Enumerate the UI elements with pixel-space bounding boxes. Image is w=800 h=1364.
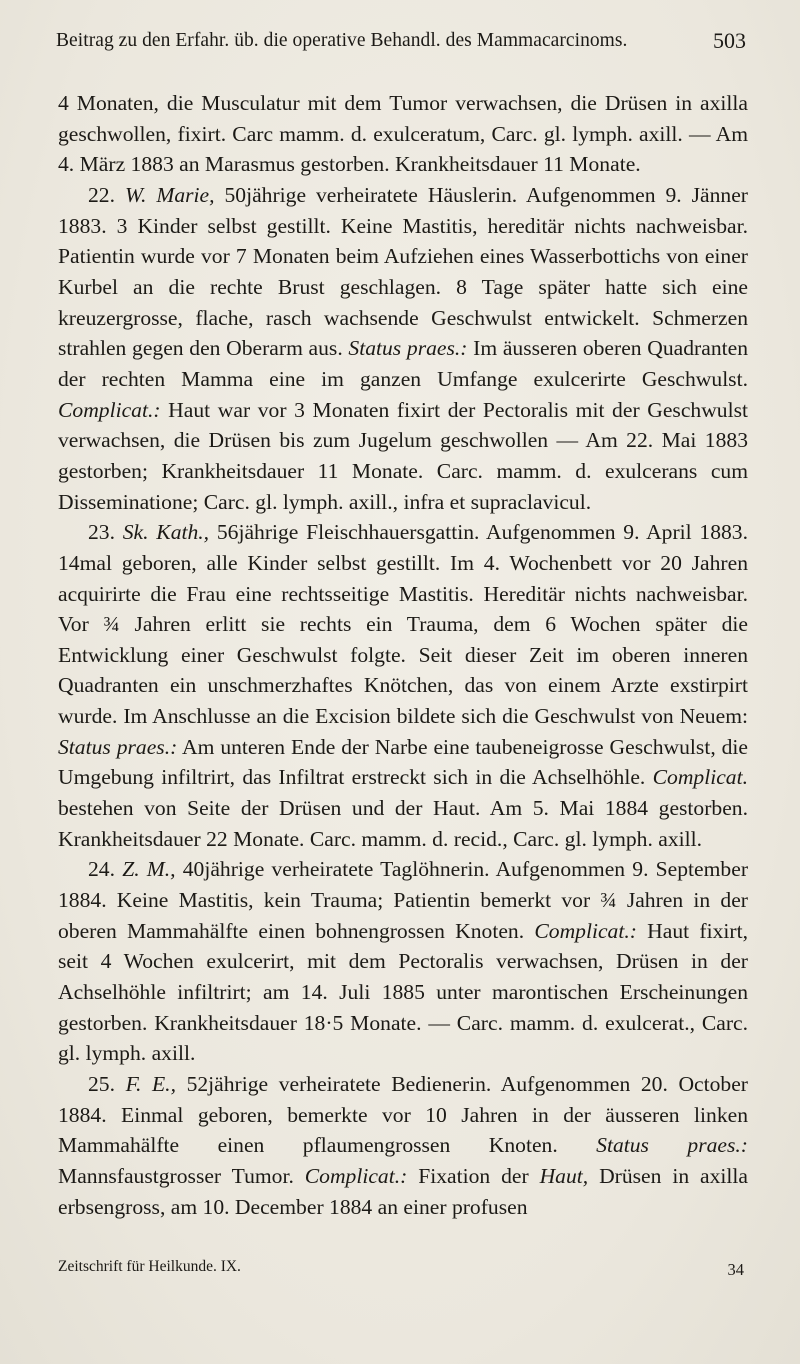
continued-paragraph (58, 88, 748, 180)
text-run: 52jährige verheiratete Bedienerin. Aufgenommen 20. October 1884. Einmal geboren, bemerkte vor 10 Jahren in der äusseren linken Mammahälfte einen pflaumengrossen Knoten. (58, 1072, 748, 1158)
text-run: 24. (88, 857, 123, 882)
italic-text: Status praes.: (58, 734, 178, 759)
italic-text: F. E., (125, 1072, 176, 1096)
text-run: 22. (88, 182, 125, 207)
italic-text: Complicat.: (58, 397, 161, 422)
text-run: 56jährige Fleischhauersgattin. Aufgenommen 9. April 1883. 14mal geboren, alle Kinder selbst gestillt. Im 4. Wochenbett vor 20 Jahren acquirirte die Frau eine rechtsseitige Mastitis. Hereditär nichts nachweisbar. Vor ¾ Jahren erlitt sie rechts ein Trauma, dem 6 Wochen später die Entwicklung einer Geschwulst folgte. Seit dieser Zeit im oberen inneren Quadranten ein unschmerzhaftes Knötchen, das von einem Arzte exstirpirt wurde. Im Anschlusse an die Excision bildete sich die Geschwulst von Neuem: (58, 520, 748, 729)
italic-text: Complicat.: (534, 918, 637, 943)
italic-text: Sk. Kath., (122, 520, 210, 545)
case-paragraph (58, 180, 748, 517)
page-header (56, 26, 746, 56)
text-run: Im äusseren oberen Quadranten der rechten Mamma eine im ganzen Umfange exulcerirte Geschwulst. (58, 336, 748, 391)
page-number: 503 (713, 28, 746, 53)
text-run: Mannsfaustgrosser Tumor. (58, 1163, 305, 1188)
signature-mark: 34 (727, 1260, 744, 1279)
text-run: 50jährige verheiratete Häuslerin. Aufgenommen 9. Jänner 1883. 3 Kinder selbst gestillt. Keine Mastitis, hereditär nichts nachweisbar. Patientin wurde vor 7 Monaten beim Aufziehen eines Wasserbottichs von einer Kurbel an die rechte Brust geschlagen. 8 Tage später hatte sich eine kreuzergrosse, flache, rasch wachsende Geschwulst entwickelt. Schmerzen strahlen gegen den Oberarm aus. (58, 182, 748, 361)
italic-text: Status praes.: (596, 1133, 748, 1158)
text-run: Haut fixirt, seit 4 Wochen exulcerirt, mit dem Pectoralis verwachsen, Drüsen in der Achselhöhle infiltrirt; am 14. Juli 1885 unter marontischen Erscheinungen gestorben. Krankheitsdauer 18·5 Monate. — Carc. mamm. d. exulcerat., Carc. gl. lymph. axill. (58, 918, 748, 1066)
text-run: Fixation der (407, 1163, 540, 1188)
italic-text: Complicat. (652, 765, 748, 790)
text-run: 25. (88, 1072, 126, 1096)
journal-name: Zeitschrift für Heilkunde. IX. (58, 1258, 241, 1275)
case-paragraph (58, 1069, 748, 1222)
text-run: Am unteren Ende der Narbe eine taubeneigrosse Geschwulst, die Umgebung infiltrirt, das Infiltrat erstreckt sich in die Achselhöhle. (58, 734, 749, 790)
case-paragraph (58, 854, 748, 1069)
italic-text: Haut, (539, 1163, 589, 1188)
text-run: 23. (88, 520, 123, 545)
text-run: 4 Monaten, die Musculatur mit dem Tumor verwachsen, die Drüsen in axilla geschwollen, fixirt. Carc mamm. d. exulceratum, Carc. gl. lymph. axill. — Am 4. März 1883 an Marasmus gestorben. Krankheitsdauer 11 Monate. (58, 91, 748, 177)
case-paragraph (58, 517, 748, 854)
text-run: 40jährige verheiratete Taglöhnerin. Aufgenommen 9. September 1884. Keine Mastitis, kein Trauma; Patientin bemerkt vor ¾ Jahren in der oberen Mammahälfte einen bohnengrossen Knoten. (58, 857, 749, 943)
text-run: Haut war vor 3 Monaten fixirt der Pectoralis mit der Geschwulst verwachsen, die Drüsen bis zum Jugelum geschwollen — Am 22. Mai 1883 gestorben; Krankheitsdauer 11 Monate. Carc. mamm. d. exulcerans cum Disseminatione; Carc. gl. lymph. axill., infra et supraclavicul. (58, 397, 748, 514)
text-run: Drüsen in axilla erbsengross, am 10. December 1884 an einer profusen (58, 1163, 748, 1219)
italic-text: W. Marie, (124, 182, 215, 207)
running-title: Beitrag zu den Erfahr. üb. die operative Behandl. des Mammacarcinoms. (56, 30, 628, 51)
text-run: bestehen von Seite der Drüsen und der Haut. Am 5. Mai 1884 gestorben. Krankheitsdauer 22 Monate. Carc. mamm. d. recid., Carc. gl. lymph. axill. (58, 796, 748, 851)
page-footer (58, 1258, 744, 1282)
italic-text: Z. M., (122, 857, 176, 882)
body-text (58, 88, 748, 1222)
italic-text: Status praes.: (348, 336, 468, 361)
italic-text: Complicat.: (304, 1163, 408, 1188)
